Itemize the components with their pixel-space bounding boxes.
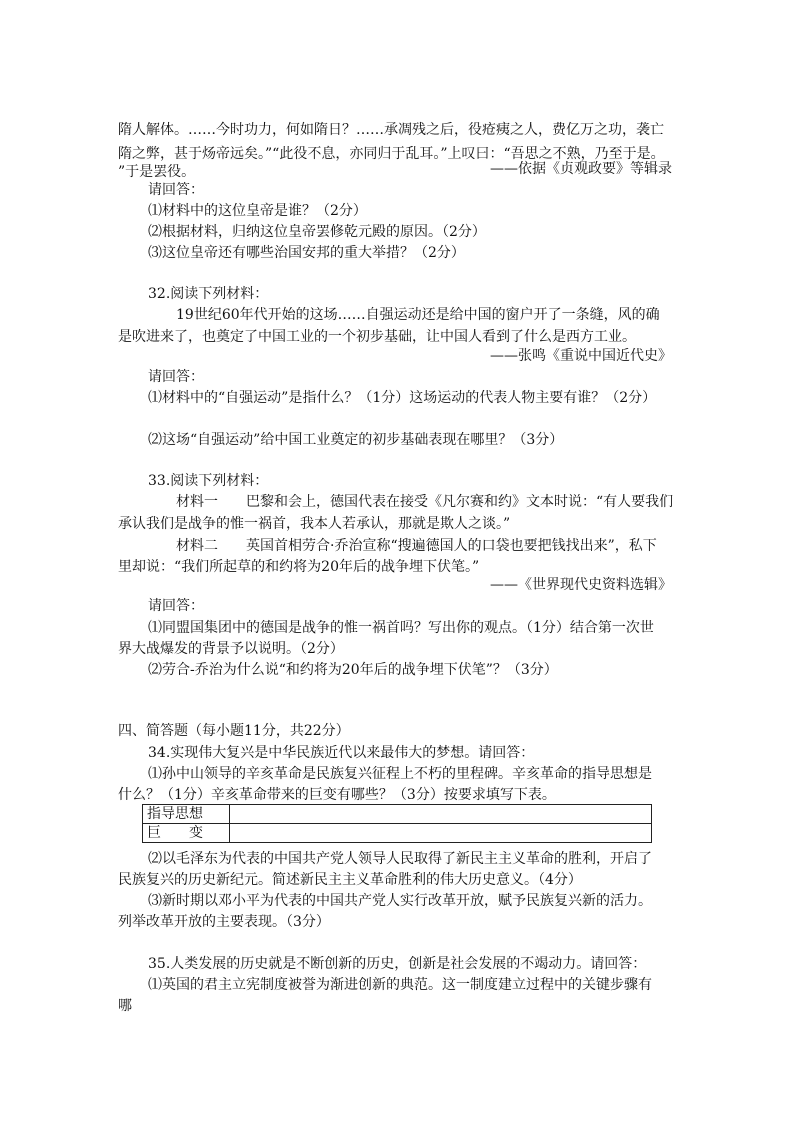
q34-sub-1-line-2: 什么？（1分）辛亥革命带来的巨变有哪些？（3分）按要求填写下表。 bbox=[118, 787, 556, 803]
q32-material-line-2: 是吹进来了，也奠定了中国工业的一个初步基础，让中国人看到了什么是西方工业。 bbox=[118, 329, 636, 345]
table-row bbox=[143, 805, 652, 824]
q34-sub-2-line-2: 民族复兴的历史新纪元。简述新民主主义革命胜利的伟大历史意义。（4分） bbox=[118, 872, 582, 888]
q32-sub-1: ⑴材料中的“自强运动”是指什么？（1分）这场运动的代表人物主要有谁？（2分） bbox=[148, 390, 657, 406]
q31-material-line-3: ”于是罢役。 bbox=[118, 164, 196, 180]
q34-sub-3-line-1: ⑶新时期以邓小平为代表的中国共产党人实行改革开放，赋予民族复兴新的活力。 bbox=[148, 893, 652, 909]
q31-material-line-2: 隋之弊，甚于炀帝远矣。”“此役不息，亦同归于乱耳。”上叹曰：“吾思之不熟，乃至于是。 bbox=[118, 146, 665, 162]
q33-ask: 请回答： bbox=[148, 598, 204, 614]
q31-sub-2: ⑵根据材料，归纳这位皇帝罢修乾元殿的原因。（2分） bbox=[148, 224, 486, 240]
q35-intro: 35.人类发展的历史就是不断创新的历史，创新是社会发展的不竭动力。请回答： bbox=[148, 956, 647, 972]
q32-material-line-1: 19世纪60年代开始的这场……自强运动还是给中国的窗户开了一条缝，风的确 bbox=[176, 307, 660, 323]
q33-material-2-line-1: 材料二 英国首相劳合·乔治宣称“搜遍德国人的口袋也要把钱找出来”，私下 bbox=[176, 538, 657, 554]
q33-material-1-line-2: 承认我们是战争的惟一祸首，我本人若承认，那就是欺人之谈。” bbox=[118, 516, 511, 532]
q33-material-2-line-2: 里却说：“我们所起草的和约将为20年后的战争埋下伏笔。” bbox=[118, 559, 480, 575]
guiding-thought-label: 指导思想 bbox=[143, 805, 230, 824]
q35-sub-1-line-2: 哪 bbox=[118, 998, 132, 1014]
q31-ask: 请回答： bbox=[148, 182, 204, 198]
q32-sub-2: ⑵这场“自强运动”给中国工业奠定的初步基础表现在哪里？（3分） bbox=[148, 432, 564, 448]
q33-sub-1-line-1: ⑴同盟国集团中的德国是战争的惟一祸首吗？写出你的观点。（1分）结合第一次世 bbox=[148, 620, 654, 636]
q32-source: ——张鸣《重说中国近代史》 bbox=[490, 348, 672, 364]
q34-sub-2-line-1: ⑵以毛泽东为代表的中国共产党人领导人民取得了新民主主义革命的胜利，开启了 bbox=[148, 851, 652, 867]
section-4-title: 四、简答题（每小题11分，共22分） bbox=[118, 723, 350, 739]
q33-sub-1-line-2: 界大战爆发的背景予以说明。（2分） bbox=[118, 641, 344, 657]
table-row bbox=[143, 824, 652, 843]
q32-ask: 请回答： bbox=[148, 369, 204, 385]
guiding-thought-answer-cell[interactable] bbox=[230, 805, 652, 824]
q31-source: ——依据《贞观政要》等辑录 bbox=[490, 161, 672, 177]
great-change-label: 巨 变 bbox=[143, 824, 230, 843]
q31-sub-1: ⑴材料中的这位皇帝是谁？（2分） bbox=[148, 203, 367, 219]
q34-answer-table bbox=[142, 804, 652, 843]
q32-title: 32.阅读下列材料： bbox=[148, 286, 269, 302]
q33-title: 33.阅读下列材料： bbox=[148, 473, 269, 489]
q33-sub-2: ⑵劳合-乔治为什么说“和约将为20年后的战争埋下伏笔”？（3分） bbox=[148, 662, 558, 678]
q34-sub-3-line-2: 列举改革开放的主要表现。（3分） bbox=[118, 914, 330, 930]
great-change-answer-cell[interactable] bbox=[230, 824, 652, 843]
q34-intro: 34.实现伟大复兴是中华民族近代以来最伟大的梦想。请回答： bbox=[148, 745, 535, 761]
q31-material-line-1: 隋人解体。……今时功力，何如隋日？……承凋残之后，役疮痍之人，费亿万之功，袭亡 bbox=[118, 122, 664, 138]
q34-sub-1-line-1: ⑴孙中山领导的辛亥革命是民族复兴征程上不朽的里程碑。辛亥革命的指导思想是 bbox=[148, 766, 652, 782]
q33-material-1-line-1: 材料一 巴黎和会上，德国代表在接受《凡尔赛和约》文本时说：“有人要我们 bbox=[176, 494, 674, 510]
q33-source: ——《世界现代史资料选辑》 bbox=[490, 577, 672, 593]
q31-sub-3: ⑶这位皇帝还有哪些治国安邦的重大举措？（2分） bbox=[148, 245, 465, 261]
q35-sub-1-line-1: ⑴英国的君主立宪制度被誉为渐进创新的典范。这一制度建立过程中的关键步骤有 bbox=[148, 977, 652, 993]
